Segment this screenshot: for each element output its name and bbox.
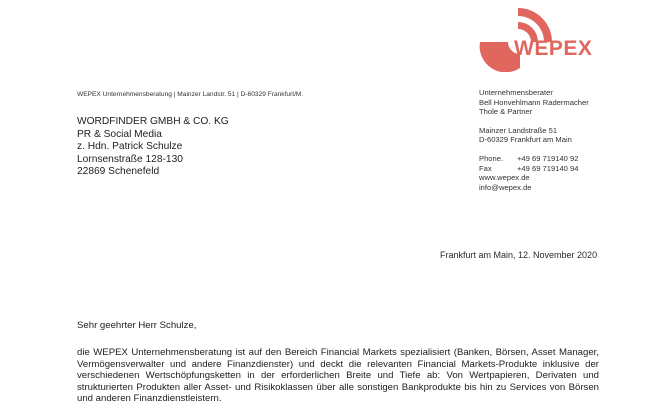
recipient-address [77,116,229,179]
firm-street: Mainzer Landstraße 51 [479,125,558,135]
letter-date: Frankfurt am Main, 12. November 2020 [440,250,598,260]
firm-city: D-60329 Frankfurt am Main [479,135,572,145]
recipient-city: 22869 Schenefeld [77,166,160,178]
firm-info [479,88,639,192]
recipient-company: WORDFINDER GMBH & CO. KG [77,116,229,127]
recipient-department: PR & Social Media [77,128,162,140]
fax-number: +49 69 719140 94 [517,163,579,173]
fax-label: Fax [479,163,492,173]
website-link[interactable]: www.wepex.de [479,173,530,183]
email-link[interactable]: info@wepex.de [479,182,532,192]
wepex-logo [478,0,650,72]
phone-label: Phone. [479,153,504,163]
fax-row [479,164,639,174]
greeting: Sehr geehrter Herr Schulze, [77,320,197,331]
phone-row [479,154,639,164]
recipient-attention: z. Hdn. Patrick Schulze [77,141,183,153]
firm-partners-2: Thole & Partner [479,107,533,117]
sender-address-line: WEPEX Unternehmensberatung | Mainzer Landstr. 51 | D-60329 Frankfurt/M. [77,91,304,98]
firm-title: Unternehmensberater [479,88,553,97]
body-paragraph: die WEPEX Unternehmensberatung ist auf den Bereich Financial Markets spezialisiert (Banken, Börsen, Asset Manager, Vermögensverwalter und andere Finanzdienster) und deckt die relevanten Financial Markets-Produkte inklusive der verschiedenen Wertschöpfungsketten in der erforderlichen Breite und Tiefe ab: Von Wertpapieren, Derivaten und strukturierten Produkten aller Asset- und Risikoklassen über alle sonstigen Bankprodukte bis hin zu Services von Börsen und anderen Finanzdienstleistern. [77,347,599,404]
recipient-street: Lornsenstraße 128-130 [77,153,183,165]
phone-number[interactable]: +49 69 719140 92 [517,153,579,163]
firm-partners-1: Bell Honvehlmann Radermacher [479,97,589,107]
logo-wordmark: WEPEX [514,37,593,60]
